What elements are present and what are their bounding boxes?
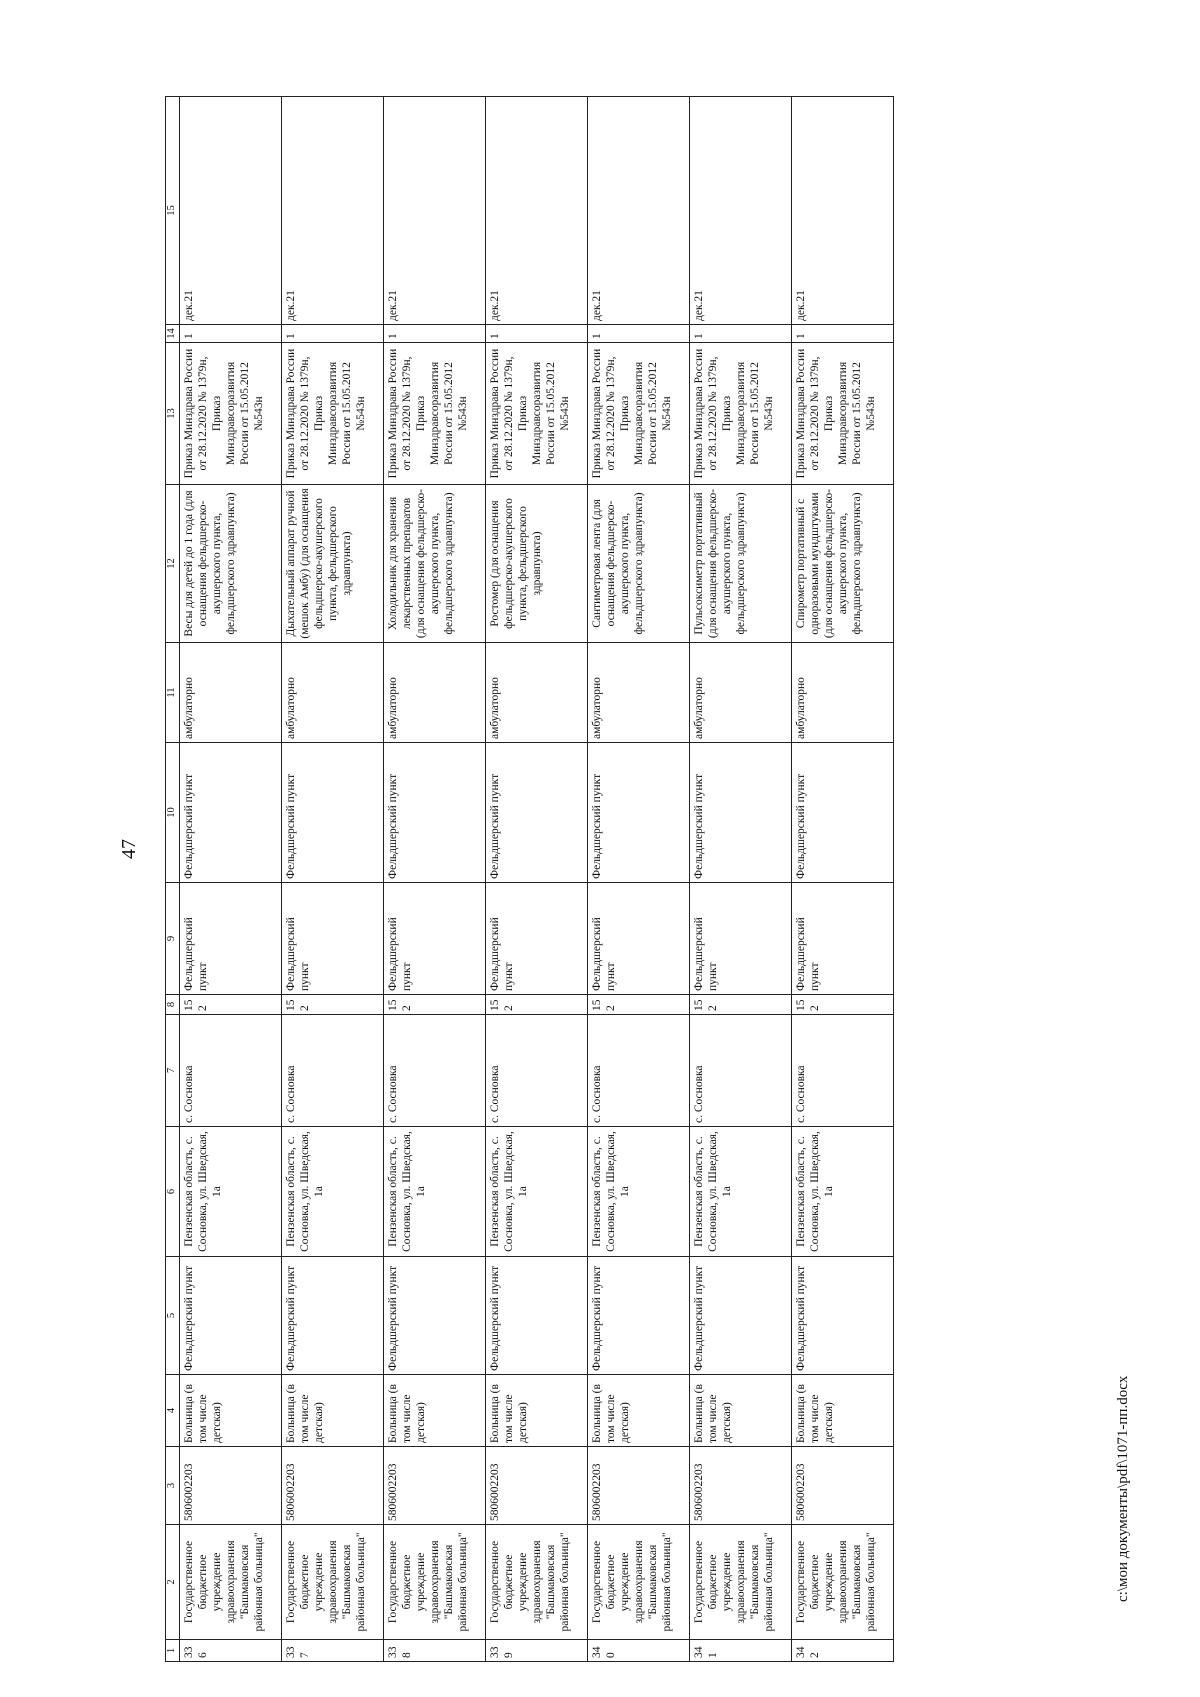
date-cell: дек.21 xyxy=(587,97,689,325)
care-form-cell: амбулаторно xyxy=(281,643,383,743)
institution-type-cell: Больница (в том числе детская) xyxy=(281,1375,383,1447)
order-cell: Приказ Минздрава России от 28.12.2020 № 1379н, Приказ Минздравсоразвития России от 15.05.2012 №543н xyxy=(587,343,689,485)
population-cell: 152 xyxy=(281,995,383,1015)
settlement-cell: с. Сосновка xyxy=(791,1015,893,1127)
column-number: 8 xyxy=(166,995,180,1015)
equipment-cell: Пульсоксиметр портативный (для оснащения фельдшерско-акушерского пункта, фельдшерского здравпункта) xyxy=(689,485,791,643)
quantity-cell: 1 xyxy=(485,325,587,343)
page-number: 47 xyxy=(118,839,140,859)
quantity-cell: 1 xyxy=(587,325,689,343)
organization-cell: Государственное бюджетное учреждение здравоохранения "Башмаковская районная больница" xyxy=(587,1525,689,1640)
column-number-row xyxy=(166,97,180,1662)
care-form-cell: амбулаторно xyxy=(179,643,281,743)
care-form-cell: амбулаторно xyxy=(485,643,587,743)
equipment-cell: Холодильник для хранения лекарственных препаратов (для оснащения фельдшерско-акушерского пункта, фельдшерского здравпункта) xyxy=(383,485,485,643)
unit-cell: Фельдшерский пункт xyxy=(587,1257,689,1375)
care-form-cell: амбулаторно xyxy=(383,643,485,743)
address-cell: Пензенская область, с. Сосновка, ул. Шведская, 1а xyxy=(791,1127,893,1257)
organization-cell: Государственное бюджетное учреждение здравоохранения "Башмаковская районная больница" xyxy=(281,1525,383,1640)
order-cell: Приказ Минздрава России от 28.12.2020 № 1379н, Приказ Минздравсоразвития России от 15.05.2012 №543н xyxy=(383,343,485,485)
code-cell: 5806002203 xyxy=(587,1447,689,1525)
address-cell: Пензенская область, с. Сосновка, ул. Шведская, 1а xyxy=(383,1127,485,1257)
order-cell: Приказ Минздрава России от 28.12.2020 № 1379н, Приказ Минздравсоразвития России от 15.05.2012 №543н xyxy=(689,343,791,485)
equipment-cell: Дыхательный аппарат ручной (мешок Амбу) (для оснащения фельдшерско-акушерского пункта, фельдшерского здравпункта) xyxy=(281,485,383,643)
organization-cell: Государственное бюджетное учреждение здравоохранения "Башмаковская районная больница" xyxy=(383,1525,485,1640)
unit-name-cell: Фельдшерский пункт xyxy=(281,743,383,883)
settlement-cell: с. Сосновка xyxy=(689,1015,791,1127)
quantity-cell: 1 xyxy=(791,325,893,343)
column-number: 11 xyxy=(166,643,180,743)
row-number: 339 xyxy=(485,1640,587,1662)
order-cell: Приказ Минздрава России от 28.12.2020 № 1379н, Приказ Минздравсоразвития России от 15.05.2012 №543н xyxy=(485,343,587,485)
code-cell: 5806002203 xyxy=(791,1447,893,1525)
population-cell: 152 xyxy=(791,995,893,1015)
table-row xyxy=(485,97,587,1662)
address-cell: Пензенская область, с. Сосновка, ул. Шведская, 1а xyxy=(689,1127,791,1257)
code-cell: 5806002203 xyxy=(281,1447,383,1525)
unit-name-cell: Фельдшерский пункт xyxy=(383,743,485,883)
unit-name-cell: Фельдшерский пункт xyxy=(485,743,587,883)
organization-cell: Государственное бюджетное учреждение здравоохранения "Башмаковская районная больница" xyxy=(689,1525,791,1640)
unit-type-cell: Фельдшерский пункт xyxy=(587,883,689,995)
care-form-cell: амбулаторно xyxy=(587,643,689,743)
unit-type-cell: Фельдшерский пункт xyxy=(791,883,893,995)
settlement-cell: с. Сосновка xyxy=(587,1015,689,1127)
unit-cell: Фельдшерский пункт xyxy=(689,1257,791,1375)
population-cell: 152 xyxy=(383,995,485,1015)
table-row xyxy=(689,97,791,1662)
column-number: 10 xyxy=(166,743,180,883)
unit-type-cell: Фельдшерский пункт xyxy=(689,883,791,995)
column-number: 7 xyxy=(166,1015,180,1127)
column-number: 14 xyxy=(166,325,180,343)
institution-type-cell: Больница (в том числе детская) xyxy=(791,1375,893,1447)
column-number: 13 xyxy=(166,343,180,485)
unit-cell: Фельдшерский пункт xyxy=(791,1257,893,1375)
institution-type-cell: Больница (в том числе детская) xyxy=(383,1375,485,1447)
institution-type-cell: Больница (в том числе детская) xyxy=(587,1375,689,1447)
code-cell: 5806002203 xyxy=(179,1447,281,1525)
unit-cell: Фельдшерский пункт xyxy=(281,1257,383,1375)
footer-file-path: c:\мои документы\pdf\1071-пп.docx xyxy=(1115,1375,1131,1602)
row-number: 342 xyxy=(791,1640,893,1662)
unit-name-cell: Фельдшерский пункт xyxy=(179,743,281,883)
unit-name-cell: Фельдшерский пункт xyxy=(689,743,791,883)
care-form-cell: амбулаторно xyxy=(791,643,893,743)
column-number: 3 xyxy=(166,1447,180,1525)
population-cell: 152 xyxy=(485,995,587,1015)
code-cell: 5806002203 xyxy=(485,1447,587,1525)
equipment-cell: Весы для детей до 1 года (для оснащения фельдшерско-акушерского пункта, фельдшерского здравпункта) xyxy=(179,485,281,643)
organization-cell: Государственное бюджетное учреждение здравоохранения "Башмаковская районная больница" xyxy=(485,1525,587,1640)
date-cell: дек.21 xyxy=(485,97,587,325)
table-row xyxy=(791,97,893,1662)
address-cell: Пензенская область, с. Сосновка, ул. Шведская, 1а xyxy=(281,1127,383,1257)
settlement-cell: с. Сосновка xyxy=(179,1015,281,1127)
order-cell: Приказ Минздрава России от 28.12.2020 № 1379н, Приказ Минздравсоразвития России от 15.05.2012 №543н xyxy=(791,343,893,485)
column-number: 9 xyxy=(166,883,180,995)
unit-cell: Фельдшерский пункт xyxy=(485,1257,587,1375)
settlement-cell: с. Сосновка xyxy=(383,1015,485,1127)
organization-cell: Государственное бюджетное учреждение здравоохранения "Башмаковская районная больница" xyxy=(791,1525,893,1640)
settlement-cell: с. Сосновка xyxy=(281,1015,383,1127)
column-number: 2 xyxy=(166,1525,180,1640)
row-number: 336 xyxy=(179,1640,281,1662)
equipment-cell: Спирометр портативный с одноразовыми мундштуками (для оснащения фельдшерско-акушерского пункта, фельдшерского здравпункта) xyxy=(791,485,893,643)
order-cell: Приказ Минздрава России от 28.12.2020 № 1379н, Приказ Минздравсоразвития России от 15.05.2012 №543н xyxy=(281,343,383,485)
care-form-cell: амбулаторно xyxy=(689,643,791,743)
address-cell: Пензенская область, с. Сосновка, ул. Шведская, 1а xyxy=(587,1127,689,1257)
unit-type-cell: Фельдшерский пункт xyxy=(383,883,485,995)
institution-type-cell: Больница (в том числе детская) xyxy=(179,1375,281,1447)
table-row xyxy=(281,97,383,1662)
institution-type-cell: Больница (в том числе детская) xyxy=(485,1375,587,1447)
unit-type-cell: Фельдшерский пункт xyxy=(281,883,383,995)
address-cell: Пензенская область, с. Сосновка, ул. Шведская, 1а xyxy=(179,1127,281,1257)
date-cell: дек.21 xyxy=(791,97,893,325)
row-number: 341 xyxy=(689,1640,791,1662)
code-cell: 5806002203 xyxy=(689,1447,791,1525)
population-cell: 152 xyxy=(179,995,281,1015)
quantity-cell: 1 xyxy=(179,325,281,343)
row-number: 338 xyxy=(383,1640,485,1662)
institution-type-cell: Больница (в том числе детская) xyxy=(689,1375,791,1447)
quantity-cell: 1 xyxy=(689,325,791,343)
column-number: 6 xyxy=(166,1127,180,1257)
organization-cell: Государственное бюджетное учреждение здравоохранения "Башмаковская районная больница" xyxy=(179,1525,281,1640)
date-cell: дек.21 xyxy=(689,97,791,325)
column-number: 15 xyxy=(166,97,180,325)
order-cell: Приказ Минздрава России от 28.12.2020 № 1379н, Приказ Минздравсоразвития России от 15.05.2012 №543н xyxy=(179,343,281,485)
column-number: 1 xyxy=(166,1640,180,1662)
date-cell: дек.21 xyxy=(179,97,281,325)
column-number: 12 xyxy=(166,485,180,643)
unit-name-cell: Фельдшерский пункт xyxy=(791,743,893,883)
address-cell: Пензенская область, с. Сосновка, ул. Шведская, 1а xyxy=(485,1127,587,1257)
date-cell: дек.21 xyxy=(383,97,485,325)
settlement-cell: с. Сосновка xyxy=(485,1015,587,1127)
unit-type-cell: Фельдшерский пункт xyxy=(485,883,587,995)
table-row xyxy=(179,97,281,1662)
unit-type-cell: Фельдшерский пункт xyxy=(179,883,281,995)
table-row xyxy=(383,97,485,1662)
population-cell: 152 xyxy=(689,995,791,1015)
unit-name-cell: Фельдшерский пункт xyxy=(587,743,689,883)
code-cell: 5806002203 xyxy=(383,1447,485,1525)
date-cell: дек.21 xyxy=(281,97,383,325)
equipment-table xyxy=(165,96,894,1662)
column-number: 5 xyxy=(166,1257,180,1375)
table-row xyxy=(587,97,689,1662)
row-number: 340 xyxy=(587,1640,689,1662)
unit-cell: Фельдшерский пункт xyxy=(383,1257,485,1375)
unit-cell: Фельдшерский пункт xyxy=(179,1257,281,1375)
quantity-cell: 1 xyxy=(281,325,383,343)
quantity-cell: 1 xyxy=(383,325,485,343)
equipment-cell: Ростомер (для оснащения фельдшерско-акушерского пункта, фельдшерского здравпункта) xyxy=(485,485,587,643)
equipment-cell: Сантиметровая лента (для оснащения фельдшерско-акушерского пункта, фельдшерского здравпункта) xyxy=(587,485,689,643)
column-number: 4 xyxy=(166,1375,180,1447)
population-cell: 152 xyxy=(587,995,689,1015)
row-number: 337 xyxy=(281,1640,383,1662)
